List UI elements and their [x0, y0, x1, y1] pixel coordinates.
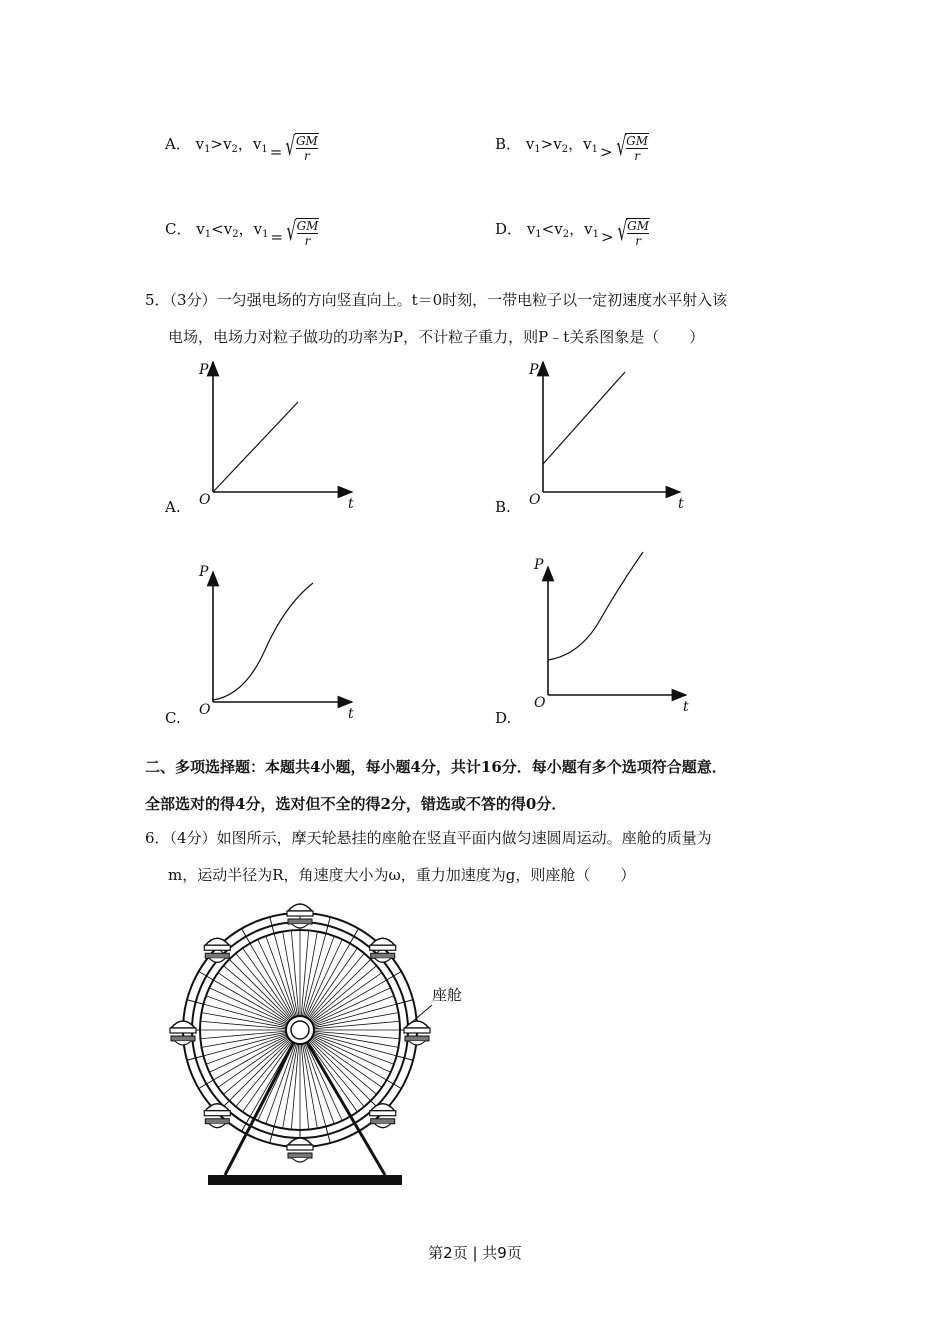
cabin-icon	[371, 1119, 395, 1124]
spoke	[218, 1038, 288, 1087]
graph-origin-label: O	[199, 492, 211, 508]
option-relation: $v_1<v_2$，$v_1$	[526, 220, 599, 240]
graph-p-label: P	[529, 362, 539, 378]
cabin-icon	[204, 1111, 230, 1116]
page-footer: 第2页 | 共9页	[428, 1244, 522, 1262]
cabin-icon	[288, 1153, 312, 1158]
section2-line1: 二、多项选择题：本题共4小题，每小题4分，共计16分．每小题有多个选项符合题意．	[145, 758, 727, 776]
relation-sign: =	[269, 143, 283, 161]
cabin-icon	[205, 1119, 229, 1124]
option-letter: A．	[165, 135, 191, 153]
section2-line2: 全部选对的得4分，选对但不全的得2分，错选或不答的得0分．	[145, 795, 567, 813]
graph-p-label: P	[199, 362, 209, 378]
cabin-icon	[404, 1028, 430, 1033]
sqrt-gm-over-r: √ $\frac{GM}{r}$	[616, 217, 650, 248]
option-letter: D．	[495, 220, 523, 238]
cabin-icon	[204, 945, 230, 950]
spoke	[308, 1041, 357, 1111]
graph-option-d: D.	[495, 709, 512, 727]
cabin-icon	[171, 1036, 195, 1041]
option-letter: B．	[495, 135, 522, 153]
option-letter: C．	[165, 220, 192, 238]
graph-p-label: P	[534, 557, 544, 573]
graph-origin-label: O	[534, 695, 546, 711]
cabin-icon	[209, 958, 225, 962]
cabin-icon	[205, 953, 229, 958]
graph-t-label: t	[683, 699, 689, 715]
cabin-icon	[209, 1124, 225, 1128]
cabin-icon	[287, 911, 313, 916]
graph-option-c: C.	[165, 709, 181, 727]
option-relation: $v_1>v_2$，$v_1$	[195, 135, 268, 155]
q5-line2: 电场，电场力对粒子做功的功率为P，不计粒子重力，则P﹣t关系图象是（ ）	[168, 328, 705, 346]
option-relation: $v_1<v_2$，$v_1$	[196, 220, 269, 240]
cabin-icon	[288, 904, 312, 911]
graph-t-label: t	[678, 496, 684, 512]
cabin-icon	[405, 1036, 429, 1041]
spoke	[243, 1041, 292, 1111]
cabin-icon	[370, 945, 396, 950]
cabin-icon	[288, 1138, 312, 1145]
spoke	[218, 973, 288, 1022]
q6-line1: 6．（4分）如图所示，摩天轮悬挂的座舱在竖直平面内做匀速圆周运动。座舱的质量为	[145, 829, 712, 847]
cabin-icon	[287, 1145, 313, 1150]
spoke	[243, 948, 292, 1018]
sqrt-gm-over-r: √ $\frac{GM}{r}$	[286, 217, 319, 248]
hub-inner	[291, 1021, 309, 1039]
spoke	[308, 948, 357, 1018]
cabin-icon	[292, 924, 308, 928]
graph-t-label: t	[348, 496, 354, 512]
graph-origin-label: O	[529, 492, 541, 508]
cabin-icon	[288, 919, 312, 924]
cabin-label: 座舱	[432, 986, 463, 1004]
spoke	[311, 1038, 381, 1087]
cabin-icon	[170, 1028, 196, 1033]
sqrt-gm-over-r: √ $\frac{GM}{r}$	[615, 132, 649, 163]
relation-sign: >	[599, 143, 613, 161]
q5-line1: 5．（3分）一匀强电场的方向竖直向上。t＝0时刻，一带电粒子以一定初速度水平射入该	[145, 291, 728, 309]
cabin-icon	[292, 1158, 308, 1162]
option-relation: $v_1>v_2$，$v_1$	[525, 135, 598, 155]
spoke	[311, 973, 381, 1022]
wheel-base	[208, 1175, 402, 1185]
graph-option-a: A.	[165, 498, 181, 516]
cabin-icon	[370, 1111, 396, 1116]
graph-p-label: P	[199, 564, 209, 580]
relation-sign: >	[600, 228, 614, 246]
relation-sign: =	[270, 228, 284, 246]
cabin-icon	[375, 1124, 391, 1128]
sqrt-gm-over-r: √ $\frac{GM}{r}$	[285, 132, 318, 163]
cabin-icon	[371, 953, 395, 958]
q6-line2: m，运动半径为R，角速度大小为ω，重力加速度为g，则座舱（ ）	[168, 866, 636, 884]
cabin-icon	[409, 1041, 425, 1045]
cabin-icon	[375, 958, 391, 962]
graph-t-label: t	[348, 706, 354, 722]
graph-option-b: B.	[495, 498, 511, 516]
cabin-icon	[175, 1041, 191, 1045]
graph-origin-label: O	[199, 702, 211, 718]
